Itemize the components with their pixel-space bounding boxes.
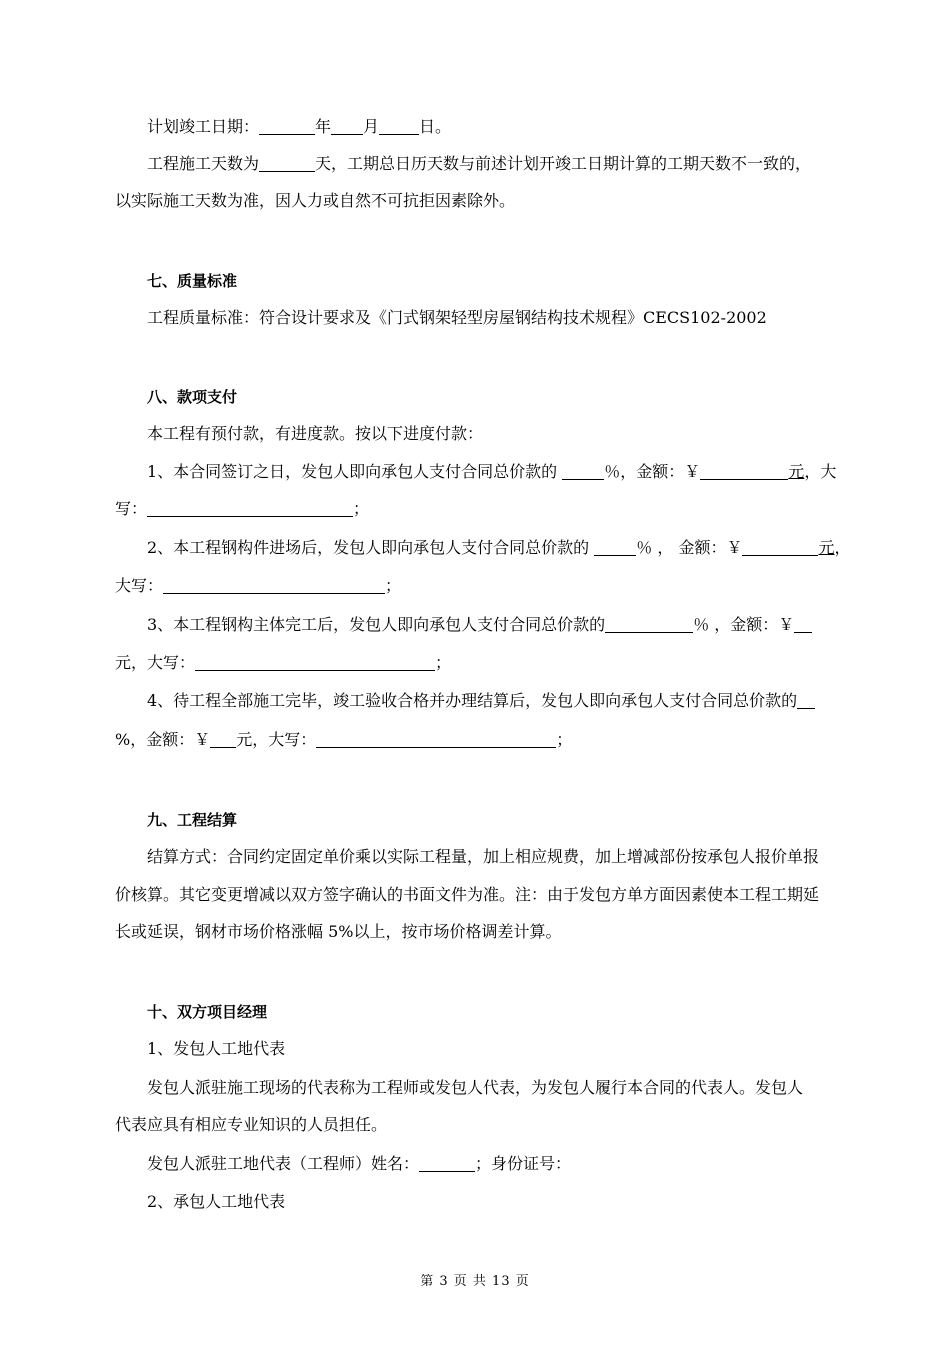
rep-id-label: ；身份证号： bbox=[475, 1154, 572, 1173]
construction-days-line bbox=[147, 153, 877, 175]
item1-percent-blank[interactable] bbox=[562, 463, 604, 480]
payment-item-4-cont bbox=[115, 729, 845, 751]
section-heading-managers: 十、双方项目经理 bbox=[147, 1003, 268, 1021]
contractor-rep-subheading: 2、承包人工地代表 bbox=[147, 1192, 286, 1211]
day-blank[interactable] bbox=[379, 118, 419, 135]
item2-amount-label: ％ ， 金额：￥ bbox=[636, 538, 743, 557]
item4-end: ； bbox=[556, 730, 573, 749]
item2-end: ； bbox=[385, 576, 402, 595]
payment-item-2-cont bbox=[115, 575, 845, 597]
payment-item-1 bbox=[147, 461, 877, 483]
item3-end: ； bbox=[435, 653, 452, 672]
item2-capital-blank[interactable] bbox=[163, 577, 385, 594]
item3-amount-blank[interactable] bbox=[794, 616, 812, 633]
item4-amount-blank[interactable] bbox=[210, 731, 236, 748]
item1-capital-blank[interactable] bbox=[147, 500, 353, 517]
item1-capital-label: 写： bbox=[115, 499, 148, 518]
month-blank[interactable] bbox=[331, 118, 363, 135]
item1-amount-label: ％，金额：￥ bbox=[604, 462, 701, 481]
item4-amount-label: %，金额：￥ bbox=[115, 730, 211, 749]
item4-capital-blank[interactable] bbox=[316, 731, 556, 748]
item2-yuan: 元 bbox=[818, 538, 835, 557]
settlement-line-2: 价核算。其它变更增减以双方签字确认的书面文件为准。注：由于发包方单方面因素使本工程工期延 bbox=[115, 885, 820, 904]
settlement-line-1: 结算方式：合同约定固定单价乘以实际工程量，加上相应规费，加上增减部份按承包人报价单报 bbox=[147, 847, 820, 866]
quality-standard-text: 工程质量标准：符合设计要求及《门式钢架轻型房屋钢结构技术规程》CECS102-2002 bbox=[147, 308, 767, 327]
payment-item-3 bbox=[147, 614, 877, 636]
completion-label: 计划竣工日期： bbox=[147, 117, 260, 136]
days-suffix: 天，工期总日历天数与前述计划开竣工日期计算的工期天数不一致的， bbox=[315, 154, 812, 173]
payment-item-2 bbox=[147, 537, 877, 559]
rep-name-label: 发包人派驻工地代表（工程师）姓名： bbox=[147, 1154, 420, 1173]
month-label: 月 bbox=[363, 117, 380, 136]
settlement-line-3: 长或延误，钢材市场价格涨幅 5%以上，按市场价格调差计算。 bbox=[115, 922, 562, 941]
payment-item-1-cont bbox=[115, 498, 845, 520]
day-label: 日。 bbox=[419, 117, 452, 136]
section-heading-settlement: 九、工程结算 bbox=[147, 811, 238, 829]
year-blank[interactable] bbox=[259, 118, 315, 135]
item3-capital-label: 元，大写： bbox=[115, 653, 196, 672]
item2-comma: ， bbox=[834, 538, 851, 557]
item2-amount-blank[interactable] bbox=[742, 539, 818, 556]
employer-rep-text-2: 代表应具有相应专业知识的人员担任。 bbox=[115, 1115, 388, 1134]
page-footer: 第 3 页 共 13 页 bbox=[420, 1274, 530, 1289]
item4-percent-blank[interactable] bbox=[797, 692, 815, 709]
item3-text: 3、本工程钢构主体完工后，发包人即向承包人支付合同总价款的 bbox=[147, 615, 606, 634]
section-heading-payment: 八、款项支付 bbox=[147, 388, 238, 406]
days-blank[interactable] bbox=[259, 155, 315, 172]
year-label: 年 bbox=[315, 117, 332, 136]
item4-capital-label: 元，大写： bbox=[236, 730, 317, 749]
item2-text: 2、本工程钢构件进场后，发包人即向承包人支付合同总价款的 bbox=[147, 538, 595, 557]
item1-end: ； bbox=[353, 499, 370, 518]
payment-intro: 本工程有预付款，有进度款。按以下进度付款： bbox=[147, 424, 484, 443]
item4-text: 4、待工程全部施工完毕，竣工验收合格并办理结算后，发包人即向承包人支付合同总价款的 bbox=[147, 691, 798, 710]
item3-capital-blank[interactable] bbox=[195, 654, 435, 671]
item1-yuan: 元 bbox=[788, 462, 805, 481]
employer-rep-name-line bbox=[147, 1153, 877, 1175]
item1-text: 1、本合同签订之日，发包人即向承包人支付合同总价款的 bbox=[147, 462, 563, 481]
item3-percent-blank[interactable] bbox=[605, 616, 693, 633]
employer-rep-subheading: 1、发包人工地代表 bbox=[147, 1039, 286, 1058]
item1-amount-blank[interactable] bbox=[700, 463, 788, 480]
item2-capital-label: 大写： bbox=[115, 576, 164, 595]
completion-date-line bbox=[147, 116, 877, 138]
rep-name-blank[interactable] bbox=[419, 1155, 475, 1172]
section-heading-quality: 七、质量标准 bbox=[147, 272, 238, 290]
days-line2: 以实际施工天数为准，因人力或自然不可抗拒因素除外。 bbox=[115, 191, 516, 210]
item3-amount-label: ％ ，金额：￥ bbox=[693, 615, 795, 634]
item2-percent-blank[interactable] bbox=[594, 539, 636, 556]
employer-rep-text-1: 发包人派驻施工现场的代表称为工程师或发包人代表，为发包人履行本合同的代表人。发包人 bbox=[147, 1078, 804, 1097]
payment-item-4 bbox=[147, 690, 877, 712]
days-prefix: 工程施工天数为 bbox=[147, 154, 260, 173]
payment-item-3-cont bbox=[115, 652, 845, 674]
item1-da: ，大 bbox=[804, 462, 837, 481]
